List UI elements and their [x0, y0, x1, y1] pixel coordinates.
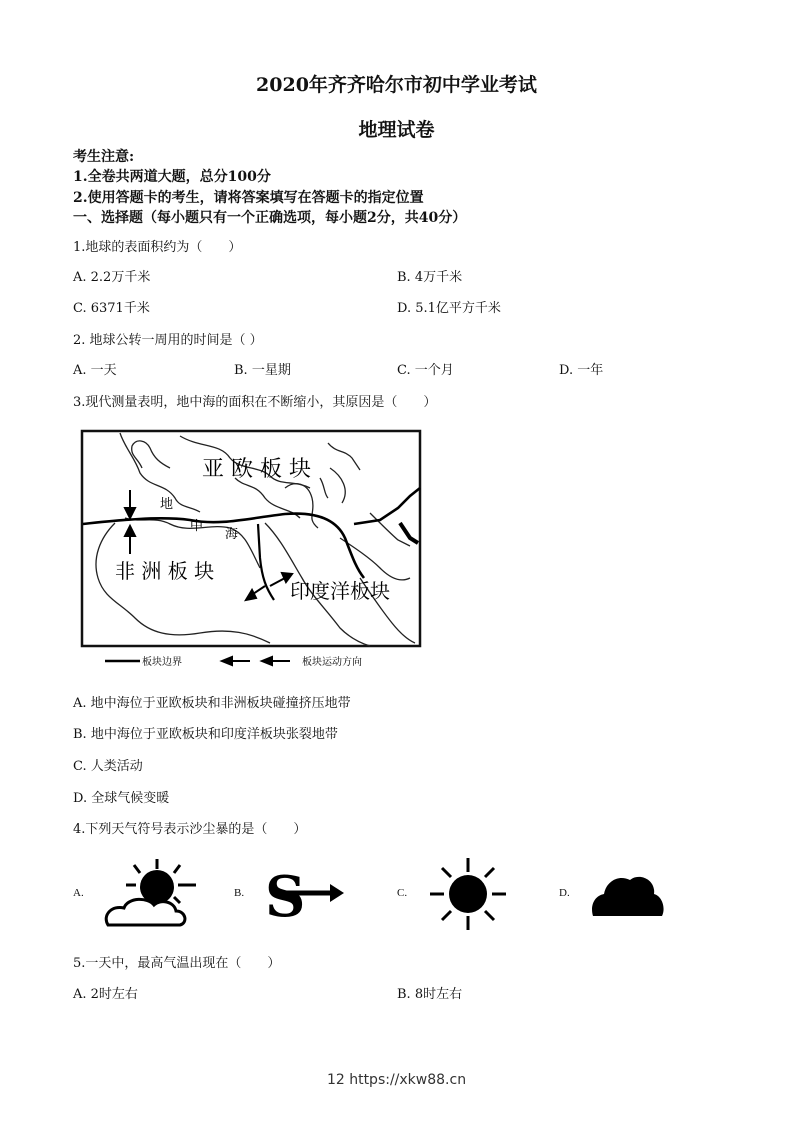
notice-item: 2.使用答题卡的考生，请将答案填写在答题卡的指定位置 [73, 190, 424, 206]
option-1a: A. 2.2万千米 [73, 270, 151, 285]
option-2a: A. 一天 [73, 363, 117, 378]
option-4a: A. [73, 887, 84, 899]
option-5b: B. 8时左右 [397, 987, 463, 1002]
map-label-med: 中 [190, 519, 204, 534]
question-4: 4.下列天气符号表示沙尘暴的是（ ） [73, 822, 307, 837]
option-4d: D. [559, 887, 570, 899]
question-2: 2. 地球公转一周用的时间是（ ） [73, 333, 263, 348]
notice-item: 1.全卷共两道大题，总分100分 [73, 169, 271, 185]
option-3c: C. 人类活动 [73, 759, 143, 774]
notice-heading: 考生注意: [73, 149, 135, 165]
question-5: 5.一天中，最高气温出现在（ ） [73, 956, 281, 971]
section-heading: 一、选择题（每小题只有一个正确选项，每小题2分，共40分） [73, 210, 467, 226]
option-1b: B. 4万千米 [397, 270, 463, 285]
option-5a: A. 2时左右 [73, 987, 138, 1002]
map-label-africa: 非 洲 板 块 [115, 559, 215, 583]
option-4b: B. [234, 887, 245, 899]
map-label-indian: 印度洋板块 [290, 579, 390, 603]
option-3d: D. 全球气候变暖 [73, 791, 170, 806]
legend-arrow-icon [222, 657, 290, 665]
map-label-med: 地 [160, 497, 174, 512]
legend-boundary-label: 板块边界 [142, 657, 182, 668]
sun-cloud-icon [100, 855, 200, 930]
legend-motion-label: 板块运动方向 [302, 657, 362, 668]
question-3: 3.现代测量表明，地中海的面积在不断缩小，其原因是（ ） [73, 395, 437, 410]
option-3a: A. 地中海位于亚欧板块和非洲板块碰撞挤压地带 [73, 696, 351, 711]
map-label-eurasia: 亚 欧 板 块 [202, 457, 311, 482]
page-footer: 12 https://xkw88.cn [326, 1072, 467, 1088]
question-1: 1.地球的表面积约为（ ） [73, 240, 242, 255]
option-1c: C. 6371千米 [73, 301, 150, 316]
option-1d: D. 5.1亿平方千米 [397, 301, 501, 316]
option-2d: D. 一年 [559, 363, 604, 378]
svg-text:S: S [265, 864, 306, 924]
sun-icon [428, 856, 508, 932]
overcast-cloud-icon [590, 870, 665, 918]
option-4c: C. [397, 887, 408, 899]
option-2b: B. 一星期 [234, 363, 291, 378]
page-subtitle: 地理试卷 [358, 119, 435, 141]
option-3b: B. 地中海位于亚欧板块和印度洋板块张裂地带 [73, 727, 338, 742]
sandstorm-icon [262, 862, 347, 924]
page-title: 2020年齐齐哈尔市初中学业考试 [256, 74, 537, 96]
map-label-med: 海 [225, 527, 239, 542]
option-2c: C. 一个月 [397, 363, 454, 378]
plate-map [80, 428, 425, 678]
